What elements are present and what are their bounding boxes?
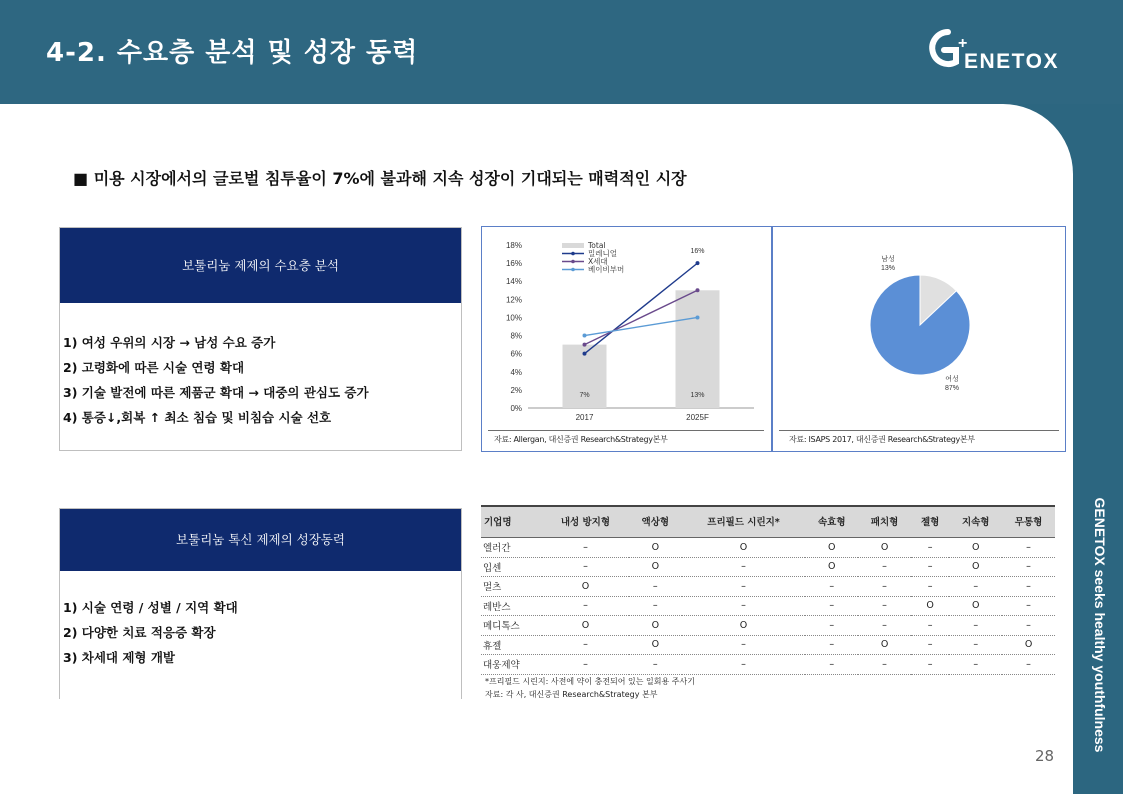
table-cell: – (1002, 616, 1055, 636)
table-cell: O (805, 538, 858, 558)
y-tick-label: 16% (505, 259, 522, 269)
table-cell: – (858, 577, 911, 597)
table-body (481, 538, 1055, 675)
sidebar-tagline (1088, 497, 1112, 753)
genetox-logo (918, 22, 1088, 82)
bar (676, 290, 720, 408)
svg-text:ENETOX: ENETOX (964, 50, 1059, 73)
table-cell: O (805, 557, 858, 577)
table-cell: O (629, 557, 682, 577)
data-point (696, 315, 700, 319)
table-cell: – (911, 577, 949, 597)
list-item: 1) 시술 연령 / 성별 / 지역 확대 (63, 600, 238, 615)
list-item: 4) 통증↓,회복 ↑ 최소 침습 및 비침습 시술 선호 (63, 410, 332, 425)
column-header: 무통형 (1002, 506, 1055, 538)
data-point (583, 343, 587, 347)
table-cell: O (682, 616, 806, 636)
table-cell: – (629, 596, 682, 616)
table-cell: – (805, 635, 858, 655)
data-point (583, 352, 587, 356)
divider (779, 430, 1059, 431)
column-header: 속효형 (805, 506, 858, 538)
table-cell: O (949, 596, 1002, 616)
legend-swatch (562, 243, 584, 248)
legend-marker (571, 252, 575, 256)
table-cell: – (1002, 538, 1055, 558)
data-point (583, 334, 587, 338)
list-item: 3) 기술 발전에 따른 제품군 확대 → 대중의 관심도 증가 (63, 385, 369, 400)
y-tick-label: 10% (505, 313, 522, 323)
y-tick-label: 12% (505, 295, 522, 305)
table-cell: – (858, 616, 911, 636)
table-cell: – (911, 616, 949, 636)
table-cell: O (542, 616, 629, 636)
table-cell: – (1002, 596, 1055, 616)
x-tick-label: 2017 (575, 413, 594, 422)
header-bar (0, 0, 1123, 104)
legend-marker (571, 260, 575, 264)
legend-marker (571, 268, 575, 272)
gender-pie-frame (772, 226, 1066, 452)
column-header: 패치형 (858, 506, 911, 538)
bar-value-label: 7% (579, 392, 590, 399)
x-tick-label: 2025F (686, 413, 709, 422)
list-item: 3) 차세대 제형 개발 (63, 650, 175, 665)
growth-drivers-box (59, 508, 462, 699)
table-cell: O (858, 538, 911, 558)
table-cell: – (949, 577, 1002, 597)
table-row (481, 577, 1055, 597)
company-cell: 레반스 (481, 596, 542, 616)
demand-analysis-title: 보툴리눔 제제의 수요층 분석 (60, 228, 461, 303)
column-header: 기업명 (481, 506, 542, 538)
list-item: 2) 고령화에 따른 시술 연령 확대 (63, 360, 245, 375)
table-cell: O (858, 635, 911, 655)
table-cell: – (682, 655, 806, 675)
table-cell: O (949, 538, 1002, 558)
table-cell: – (542, 635, 629, 655)
legend-label: Total (588, 241, 606, 250)
y-tick-label: 0% (510, 404, 522, 413)
table-cell: – (949, 655, 1002, 675)
table-cell: – (911, 557, 949, 577)
company-cell: 입센 (481, 557, 542, 577)
y-tick-label: 18% (505, 241, 522, 250)
table-cell: – (1002, 557, 1055, 577)
table-cell: O (629, 616, 682, 636)
y-tick-label: 6% (510, 349, 522, 359)
table-row (481, 616, 1055, 636)
table-row (481, 538, 1055, 558)
table-cell: – (682, 596, 806, 616)
table-cell: O (542, 577, 629, 597)
table-row (481, 635, 1055, 655)
table-cell: O (949, 557, 1002, 577)
table-cell: – (682, 557, 806, 577)
y-tick-label: 14% (505, 277, 522, 287)
company-cell: 메디톡스 (481, 616, 542, 636)
table-row (481, 596, 1055, 616)
table-cell: – (1002, 655, 1055, 675)
table-cell: – (542, 596, 629, 616)
section-headline: ■ 미용 시장에서의 글로벌 침투율이 7%에 불과해 지속 성장이 기대되는 매력적인 시장 (73, 169, 687, 188)
slice-value-label: 13% (880, 265, 896, 272)
demand-analysis-box (59, 227, 462, 451)
table-cell: – (949, 635, 1002, 655)
y-tick-label: 8% (510, 331, 522, 341)
column-header: 프리필드 시린지* (682, 506, 806, 538)
legend-label: 베이비부머 (588, 265, 625, 274)
table-cell: O (629, 538, 682, 558)
data-point (696, 288, 700, 292)
penetration-chart (482, 227, 771, 423)
table-cell: – (542, 655, 629, 675)
company-cell: 휴젤 (481, 635, 542, 655)
table-cell: – (805, 577, 858, 597)
table-cell: O (629, 635, 682, 655)
table-cell: – (949, 616, 1002, 636)
table-cell: – (858, 596, 911, 616)
page-title: 4-2. 수요층 분석 및 성장 동력 (46, 38, 419, 68)
demand-analysis-list (63, 330, 369, 430)
company-cell: 멀츠 (481, 577, 542, 597)
chart-source: 자료: Allergan, 대신증권 Research&Strategy본부 (494, 435, 668, 444)
table-cell: – (805, 596, 858, 616)
table-header-row (481, 506, 1055, 538)
column-header: 내성 방지형 (542, 506, 629, 538)
column-header: 액상형 (629, 506, 682, 538)
company-cell: 엘러간 (481, 538, 542, 558)
company-cell: 대웅제약 (481, 655, 542, 675)
table-cell: – (858, 557, 911, 577)
table-notes (485, 675, 695, 701)
column-header: 지속형 (949, 506, 1002, 538)
formulation-table (481, 505, 1055, 675)
svg-text:+: + (958, 35, 968, 52)
table-cell: – (682, 635, 806, 655)
table-cell: – (805, 616, 858, 636)
tagline-text: GENETOX seeks healthy youthfulness (1092, 497, 1108, 753)
y-tick-label: 4% (510, 367, 522, 377)
list-item: 2) 다양한 치료 적응증 확장 (63, 625, 216, 640)
legend-label: X세대 (588, 257, 608, 266)
page-number: 28 (1035, 747, 1055, 765)
bar-value-label: 13% (690, 392, 705, 399)
table-cell: O (682, 538, 806, 558)
table-cell: – (629, 577, 682, 597)
table-cell: – (805, 655, 858, 675)
table-cell: – (911, 635, 949, 655)
table-cell: – (542, 538, 629, 558)
table-cell: – (542, 557, 629, 577)
gender-pie-chart (773, 227, 1065, 423)
data-label: 16% (690, 248, 705, 256)
table-cell: – (1002, 577, 1055, 597)
y-tick-label: 2% (510, 385, 522, 395)
table-cell: – (911, 538, 949, 558)
list-item: 1) 여성 우위의 시장 → 남성 수요 증가 (63, 335, 276, 350)
column-header: 젤형 (911, 506, 949, 538)
chart-source: 자료: ISAPS 2017, 대신증권 Research&Strategy본부 (789, 435, 975, 444)
growth-drivers-list (63, 595, 238, 670)
table-cell: – (682, 577, 806, 597)
penetration-chart-frame (481, 226, 772, 452)
table-cell: – (629, 655, 682, 675)
table-row (481, 655, 1055, 675)
legend-label: 밀레니얼 (588, 249, 617, 258)
slice-label: 남성 (881, 255, 895, 263)
table-cell: – (911, 655, 949, 675)
table-row (481, 557, 1055, 577)
growth-drivers-title: 보툴리눔 톡신 제제의 성장동력 (60, 509, 461, 571)
table-cell: – (858, 655, 911, 675)
slice-label: 여성 (945, 375, 959, 383)
table-cell: O (911, 596, 949, 616)
table-source: 자료: 각 사, 대신증권 Research&Strategy 본부 (485, 690, 658, 699)
table-cell: O (1002, 635, 1055, 655)
slice-value-label: 87% (944, 385, 960, 392)
data-point (696, 261, 700, 265)
table-footnote: *프리필드 시린지: 사전에 약이 충전되어 있는 일회용 주사기 (485, 677, 695, 686)
divider (488, 430, 764, 431)
